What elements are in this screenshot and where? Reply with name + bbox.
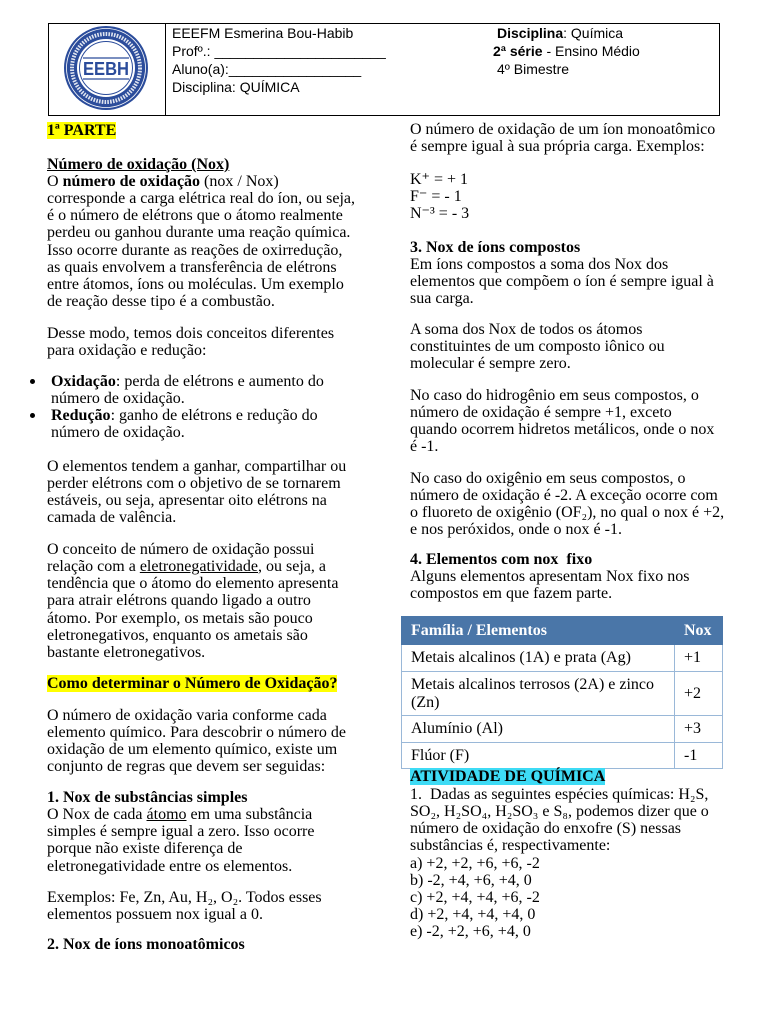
activity-question <box>410 786 709 940</box>
table-cell-nox: +3 <box>675 716 723 743</box>
rule-2 <box>47 936 245 953</box>
paragraph-examples <box>47 889 322 923</box>
answer-option-e: e) -2, +2, +6, +4, 0 <box>410 923 531 941</box>
paragraph-line: entre átomos, íons ou moléculas. Um exemplo <box>47 275 344 293</box>
paragraph-nox-definition <box>47 173 355 310</box>
rule-1 <box>47 789 314 875</box>
underlined-term: átomo <box>146 806 187 824</box>
table-header-nox: Nox <box>675 617 723 645</box>
paragraph-line: Exemplos: Fe, Zn, Au, H₂, O₂. Todos esses <box>47 889 322 906</box>
paragraph-line: eletronegatividade entre os elementos. <box>47 857 293 875</box>
paragraph-line: corresponde a carga elétrica real do íon, ou seja, <box>47 190 355 208</box>
paragraph-sum-zero <box>410 321 665 372</box>
paragraph-line: elementos que compõem o íon é sempre igual à <box>410 273 714 291</box>
question-line: 1. Dadas as seguintes espécies químicas: H₂S, <box>410 786 709 803</box>
table-row <box>402 645 723 672</box>
paragraph-line: Isso ocorre durante as reações de oxirredução, <box>47 241 343 259</box>
bullet-list <box>51 373 324 442</box>
paragraph-line: número de oxidação é sempre +1, exceto <box>410 404 672 422</box>
paragraph-line: quando ocorrem hidretos metálicos, onde o nox <box>410 421 715 439</box>
list-item-line: número de oxidação. <box>51 390 185 408</box>
text-run: O <box>47 173 63 190</box>
bold-term: Oxidação <box>51 373 116 390</box>
list-item-oxidation <box>51 373 324 407</box>
rule-title: 3. Nox de íons compostos <box>410 239 581 256</box>
heading-text: Número de oxidação (Nox) <box>47 156 230 173</box>
table-cell-family: Alumínio (Al) <box>402 716 675 743</box>
term-field: 4º Bimestre <box>497 61 570 77</box>
paragraph-oxygen <box>410 470 724 539</box>
paragraph-line <box>47 173 355 190</box>
ion-example: N⁻³ = - 3 <box>410 205 470 223</box>
activity-title <box>410 768 605 785</box>
text-run: : ganho de elétrons e redução do <box>110 407 318 425</box>
text-run: : perda de elétrons e aumento do <box>115 373 324 390</box>
subject-field <box>497 25 623 41</box>
paragraph-line: No caso do oxigênio em seus compostos, o <box>410 470 686 487</box>
paragraph-line: de reação desse tipo é a combustão. <box>47 292 275 310</box>
part-title-highlight: 1ª PARTE <box>47 122 117 139</box>
paragraph-concepts <box>47 325 334 359</box>
paragraph-line: é o número de elétrons que o átomo realmente <box>47 207 343 225</box>
paragraph-line: e nos peróxidos, onde o nox é -1. <box>410 521 622 539</box>
paragraph-electronegativity <box>47 541 338 661</box>
paragraph-line: Em íons compostos a soma dos Nox dos <box>410 256 669 274</box>
paragraph-line <box>47 806 314 823</box>
student-field: Aluno(a):_________________ <box>172 61 362 77</box>
paragraph-line: o fluoreto de oxigênio (OF₂), no qual o nox é +2, <box>410 504 725 522</box>
bullet-icon <box>30 379 35 384</box>
question-line: substâncias é, respectivamente: <box>410 837 611 855</box>
paragraph-line: O número de oxidação de um íon monoatômico <box>410 121 716 138</box>
paragraph-line: para atrair elétrons quando ligado a outro <box>47 592 311 610</box>
paragraph-line: constituintes de um composto iônico ou <box>410 338 665 356</box>
table-cell-nox: -1 <box>675 743 723 769</box>
paragraph-line: perdeu ou ganhou durante uma reação química. <box>47 224 351 242</box>
paragraph-line: O número de oxidação varia conforme cada <box>47 707 327 724</box>
paragraph-line: porque não existe diferença de <box>47 840 243 858</box>
rule-title: 4. Elementos com nox fixo <box>410 551 593 568</box>
bold-term: número de oxidação <box>62 173 201 190</box>
text-run: (nox / Nox) <box>200 173 279 190</box>
paragraph-line: simples é sempre igual a zero. Isso ocorre <box>47 823 315 841</box>
paragraph-line: Alguns elementos apresentam Nox fixo nos <box>410 568 690 586</box>
paragraph-rules-intro <box>47 707 346 776</box>
paragraph-line: bastante eletronegativos. <box>47 643 206 661</box>
table-header-family: Família / Elementos <box>402 617 675 645</box>
paragraph-line: eletronegativos, enquanto os ametais são <box>47 626 308 644</box>
paragraph-line: para oxidação e redução: <box>47 342 207 360</box>
paragraph-hydrogen <box>410 387 714 456</box>
table-cell-nox: +2 <box>675 672 723 716</box>
paragraph-line: molecular é sempre zero. <box>410 355 571 373</box>
list-item-line <box>51 373 324 390</box>
paragraph-line: as quais envolvem a transferência de elétrons <box>47 258 337 276</box>
list-item-line: número de oxidação. <box>51 424 185 442</box>
table-cell-family: Metais alcalinos terrosos (2A) e zinco (Zn) <box>402 672 675 716</box>
paragraph-line: camada de valência. <box>47 509 177 527</box>
school-logo <box>61 24 151 112</box>
rule-4 <box>410 551 690 602</box>
how-to-highlight: Como determinar o Número de Oxidação? <box>47 675 338 692</box>
paragraph-line: oxidação de um elemento químico, existe um <box>47 741 338 759</box>
text-run: , ou seja, a <box>258 558 326 576</box>
answer-option-d: d) +2, +4, +4, +4, 0 <box>410 905 536 923</box>
grade-field <box>493 43 640 59</box>
paragraph-line: No caso do hidrogênio em seus compostos, o <box>410 387 699 404</box>
paragraph-line: A soma dos Nox de todos os átomos <box>410 321 643 338</box>
grade-label: 2ª série <box>493 43 543 59</box>
paragraph-line: elementos possuem nox igual a 0. <box>47 906 263 924</box>
table-row <box>402 716 723 743</box>
rule-title: 2. Nox de íons monoatômicos <box>47 936 245 953</box>
table-cell-nox: +1 <box>675 645 723 672</box>
paragraph-stability <box>47 458 346 527</box>
paragraph-line: número de oxidação é -2. A exceção ocorre com <box>410 487 718 505</box>
table-cell-family: Metais alcalinos (1A) e prata (Ag) <box>402 645 675 672</box>
subject-line: Disciplina: QUÍMICA <box>172 79 300 95</box>
underlined-term: eletronegatividade <box>139 558 258 576</box>
paragraph-line: é -1. <box>410 438 439 456</box>
subject-value: : Química <box>563 25 624 41</box>
paragraph-line <box>47 558 338 575</box>
list-item-line <box>51 407 324 424</box>
section-title-nox <box>47 156 229 173</box>
paragraph-line: átomo. Por exemplo, os metais são pouco <box>47 609 313 627</box>
teacher-field: Profº.: ______________________ <box>172 43 386 59</box>
subject-label: Disciplina <box>497 25 564 41</box>
paragraph-line: elemento químico. Para descobrir o número de <box>47 724 347 742</box>
activity-title-highlight: ATIVIDADE DE QUÍMICA <box>410 768 606 785</box>
paragraph-line: tendência que o átomo do elemento apresenta <box>47 575 339 593</box>
bullet-icon <box>30 413 35 418</box>
question-line: SO₂, H₂SO₄, H₂SO₃ e S₈, podemos dizer que o <box>410 803 709 821</box>
rule-title: 1. Nox de substâncias simples <box>47 789 248 806</box>
table-header-row <box>402 617 723 645</box>
rule-3 <box>410 239 714 308</box>
paragraph-line: perder elétrons com o objetivo de se tornarem <box>47 475 341 493</box>
paragraph-line: conjunto de regras que devem ser seguidas: <box>47 758 326 776</box>
ion-example: F⁻ = - 1 <box>410 188 462 206</box>
answer-option-b: b) -2, +4, +6, +4, 0 <box>410 871 532 889</box>
header-divider <box>165 24 166 115</box>
paragraph-line: estáveis, ou seja, apresentar oito elétrons na <box>47 492 327 510</box>
list-item-reduction <box>51 407 324 441</box>
paragraph-line: sua carga. <box>410 290 474 308</box>
school-name: EEEFM Esmerina Bou-Habib <box>172 25 354 41</box>
paragraph-line: é sempre igual à sua própria carga. Exemplos: <box>410 138 705 156</box>
bold-term: Redução <box>51 407 111 425</box>
nox-table <box>401 616 723 769</box>
text-run: O Nox de cada <box>47 806 147 824</box>
paragraph-line: compostos em que fazem parte. <box>410 585 613 603</box>
table-row <box>402 672 723 716</box>
table-row <box>402 743 723 769</box>
ion-example: K⁺ = + 1 <box>410 171 469 188</box>
table-cell-family: Flúor (F) <box>402 743 675 769</box>
section-title-how-to <box>47 675 337 692</box>
question-line: número de oxidação do enxofre (S) nessas <box>410 820 682 838</box>
paragraph-line: Desse modo, temos dois conceitos diferentes <box>47 325 335 342</box>
paragraph-monoatomic <box>410 121 715 155</box>
answer-option-a: a) +2, +2, +6, +6, -2 <box>410 854 540 872</box>
grade-value: - Ensino Médio <box>542 43 640 59</box>
text-run: em uma substância <box>186 806 313 824</box>
paragraph-line: O elementos tendem a ganhar, compartilhar ou <box>47 458 347 475</box>
logo-monogram: EEBH <box>83 59 129 79</box>
paragraph-line: O conceito de número de oxidação possui <box>47 541 315 558</box>
ion-examples <box>410 171 469 222</box>
text-run: relação com a <box>47 558 140 576</box>
answer-option-c: c) +2, +4, +4, +6, -2 <box>410 888 540 906</box>
part-title <box>47 122 116 139</box>
